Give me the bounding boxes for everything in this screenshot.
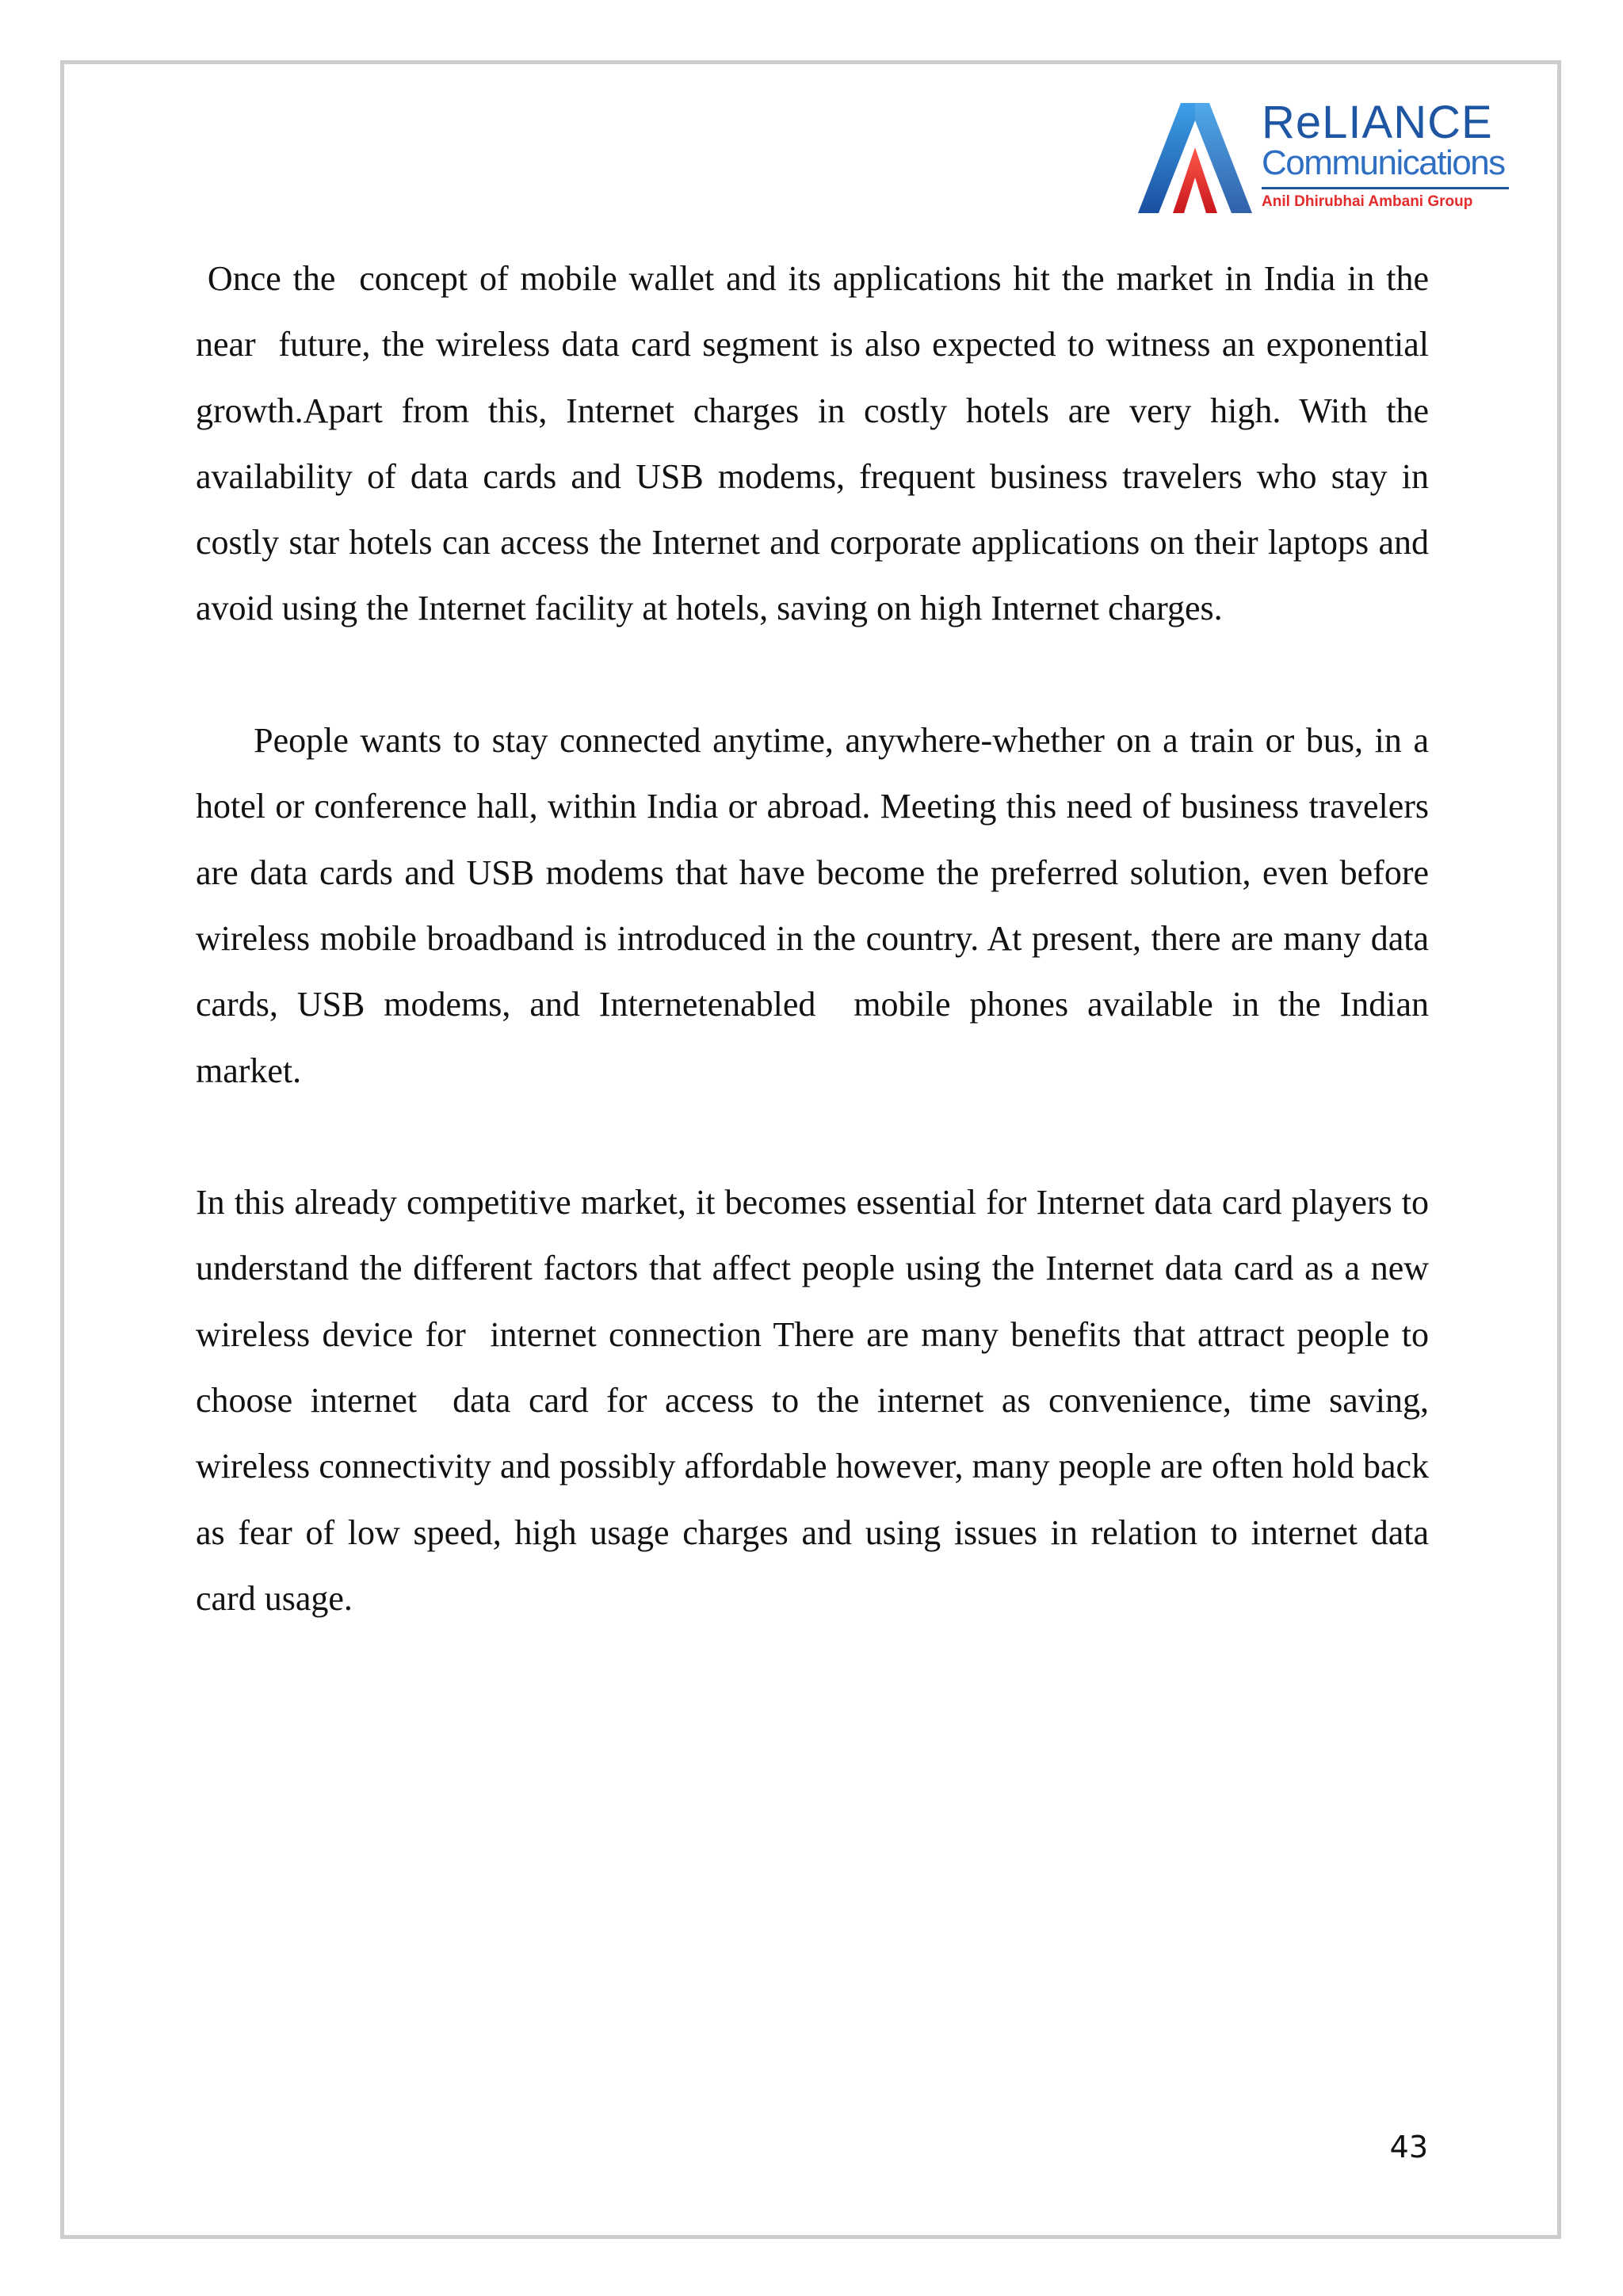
paragraph-competitive-market: In this already competitive market, it becomes essential for Internet data card players to understand the different factors that affect people using the Internet data card as a new wireless device for internet connection There are many benefits that attract people to choose internet data card for access to the internet as convenience, time saving, wireless connectivity and possibly affordable however, many people are often hold back as fear of low speed, high usage charges and using issues in relation to internet data card usage. [196,1183,1446,1618]
logo-company-name: Communications [1262,143,1505,182]
paragraph-mobile-wallet: Once the concept of mobile wallet and its applications hit the market in India in the near future, the wireless data card segment is also expected to witness an exponential growth.Apart from this, Internet charges in costly hotels are very high. With the availability of data cards and USB modems, frequent business travelers who stay in costly star hotels can access the Internet and corporate applications on their laptops and avoid using the Internet facility at hotels, saving on high Internet charges. [196,259,1446,628]
logo-wordmark: ReLIANCE [1262,97,1493,148]
logo-tagline: Anil Dhirubhai Ambani Group [1262,193,1473,210]
logo-divider [1262,187,1509,189]
reliance-emblem-icon [1132,98,1258,217]
reliance-communications-logo [1132,98,1512,225]
body-text [196,246,1446,1631]
page-number: 43 [1389,2130,1428,2164]
paragraph-stay-connected: People wants to stay connected anytime, anywhere-whether on a train or bus, in a hotel or conference hall, within India or abroad. Meeting this need of business travelers are data cards and USB modems that have become the preferred solution, even before wireless mobile broadband is introduced in the country. At present, there are many data cards, USB modems, and Internetenabled mobile phones available in the Indian market. [196,721,1438,1090]
